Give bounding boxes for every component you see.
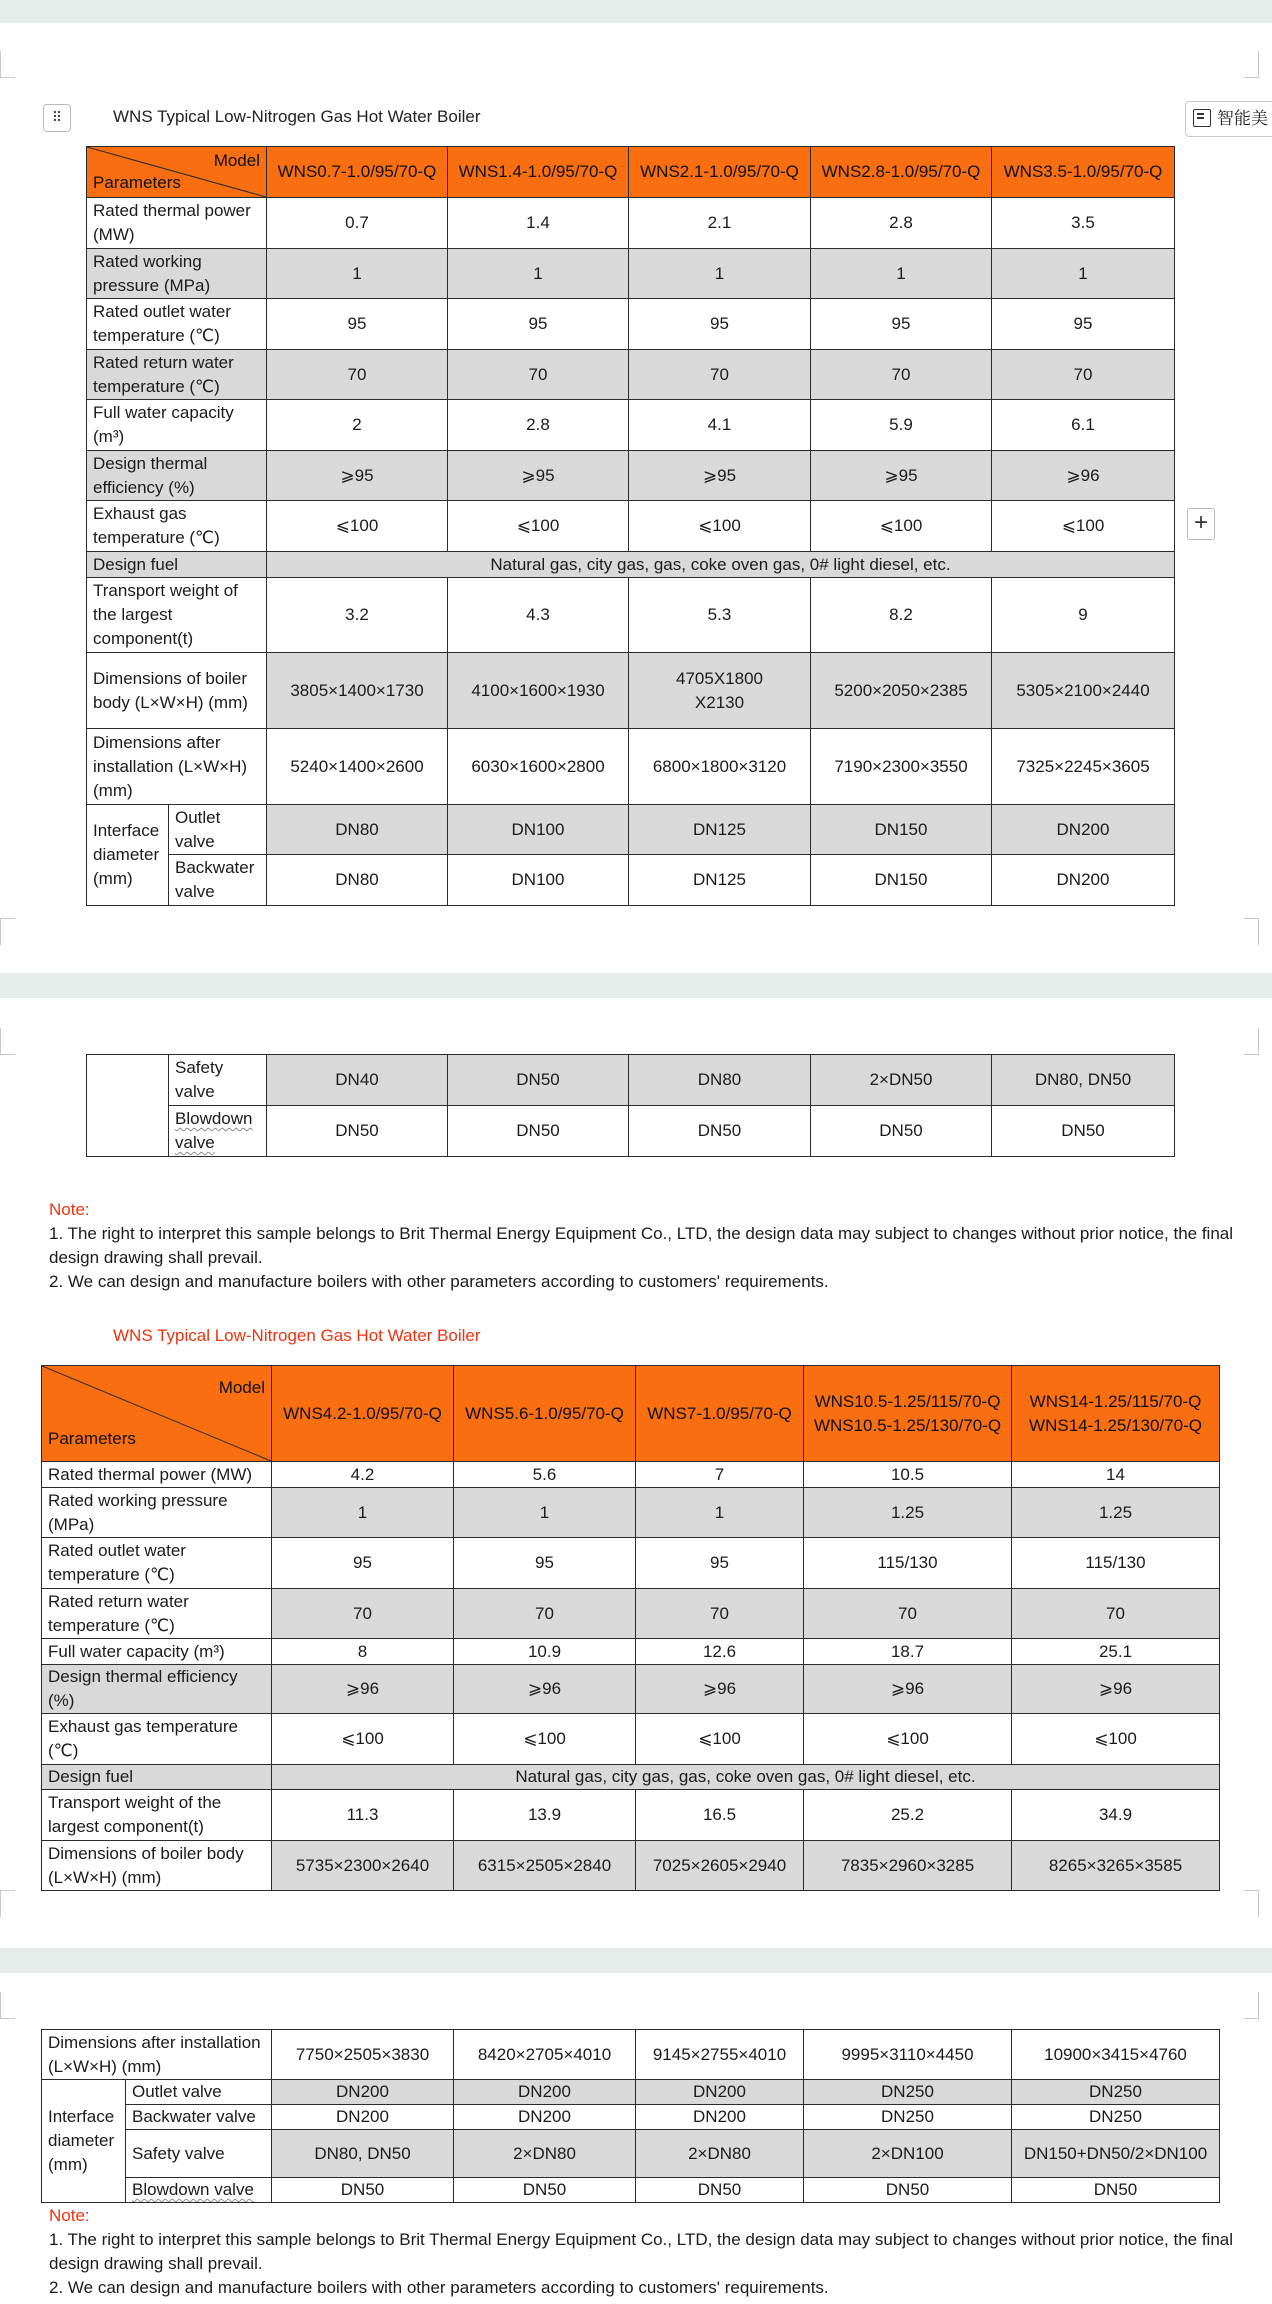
table-cell: ⩽100 (629, 501, 811, 552)
table-cell: 10900×3415×4760 (1012, 2030, 1220, 2080)
table-2-title: WNS Typical Low-Nitrogen Gas Hot Water Boiler (113, 1326, 481, 1345)
table-cell: DN150 (811, 855, 992, 906)
table-cell: 6800×1800×3120 (629, 729, 811, 805)
table-cell: DN150+DN50/2×DN100 (1012, 2130, 1220, 2178)
table-cell: 3805×1400×1730 (267, 653, 448, 729)
table-row (42, 1665, 1220, 1714)
param-label: Rated thermal power (MW) (42, 1462, 272, 1488)
table-cell: DN200 (454, 2105, 636, 2130)
table-cell: 95 (272, 1538, 454, 1589)
param-label: Transport weight of the largest component(t) (42, 1790, 272, 1841)
table-cell: DN250 (804, 2080, 1012, 2105)
table-cell: DN50 (448, 1055, 629, 1106)
param-label: Transport weight of the largest component(t) (87, 578, 267, 653)
param-label: Rated outlet water temperature (℃) (87, 299, 267, 350)
table-cell: 70 (804, 1589, 1012, 1639)
param-label: Dimensions of boiler body (L×W×H) (mm) (42, 1841, 272, 1891)
model-header: WNS14-1.25/115/70-Q WNS14-1.25/130/70-Q (1012, 1366, 1220, 1462)
model-header: WNS3.5-1.0/95/70-Q (992, 147, 1175, 198)
table-row (87, 451, 1175, 501)
table-cell: 4.1 (629, 400, 811, 451)
param-label: Exhaust gas temperature (℃) (87, 501, 267, 552)
table-cell: DN100 (448, 855, 629, 906)
table-cell: DN40 (267, 1055, 448, 1106)
table-cell: 2×DN100 (804, 2130, 1012, 2178)
table-cell: DN250 (1012, 2105, 1220, 2130)
crop-mark (0, 1890, 15, 1917)
interface-group-label: Interface diameter (mm) (87, 805, 169, 906)
table-cell: ⩽100 (1012, 1714, 1220, 1765)
note-item: 1. The right to interpret this sample belongs to Brit Thermal Energy Equipment Co., LTD, the design data may subject to changes without prior notice, the final design drawing shall prevail. (49, 1224, 1234, 1267)
table-cell: 70 (267, 350, 448, 400)
table-cell: 25.1 (1012, 1639, 1220, 1665)
table-cell: 70 (454, 1589, 636, 1639)
table-cell: ⩾96 (272, 1665, 454, 1714)
table-cell: 18.7 (804, 1639, 1012, 1665)
table-cell: 13.9 (454, 1790, 636, 1841)
table-row (42, 2178, 1220, 2203)
model-label: Model (213, 151, 260, 170)
table-cell: 14 (1012, 1462, 1220, 1488)
table-cell: ⩾96 (992, 451, 1175, 501)
table-cell: 5.9 (811, 400, 992, 451)
model-header: WNS0.7-1.0/95/70-Q (267, 147, 448, 198)
ai-beautify-button[interactable] (1185, 101, 1272, 137)
table-cell: ⩾96 (454, 1665, 636, 1714)
table-cell: 4100×1600×1930 (448, 653, 629, 729)
table-cell: 115/130 (804, 1538, 1012, 1589)
table-cell: DN80 (267, 855, 448, 906)
crop-mark (1244, 51, 1259, 78)
table-cell: ⩾95 (267, 451, 448, 501)
table-row (42, 1462, 1220, 1488)
note-label: Note: (49, 1200, 90, 1219)
boiler-spec-table-2 (41, 1365, 1220, 1891)
crop-mark (0, 918, 15, 945)
add-column-button[interactable]: + (1187, 508, 1215, 540)
table-cell: 5305×2100×2440 (992, 653, 1175, 729)
param-label: Rated thermal power (MW) (87, 198, 267, 249)
param-label: Dimensions of boiler body (L×W×H) (mm) (87, 653, 267, 729)
crop-mark (0, 51, 15, 78)
table-row (87, 1055, 1175, 1106)
note-block-1 (49, 1198, 1269, 1294)
table-cell: ⩾95 (629, 451, 811, 501)
crop-mark (0, 1992, 15, 2019)
table-cell: DN200 (992, 855, 1175, 906)
boiler-spec-table-1 (86, 146, 1175, 906)
table-cell: 2×DN80 (454, 2130, 636, 2178)
table-header-row (87, 147, 1175, 198)
table-cell: DN50 (267, 1106, 448, 1157)
crop-mark (1244, 1028, 1259, 1055)
param-label: Backwater valve (126, 2105, 272, 2130)
boiler-spec-table-2-continued (41, 2029, 1220, 2203)
note-item: 1. The right to interpret this sample belongs to Brit Thermal Energy Equipment Co., LTD, the design data may subject to changes without prior notice, the final design drawing shall prevail. (49, 2230, 1234, 2273)
table-cell: 8420×2705×4010 (454, 2030, 636, 2080)
table-row (42, 1538, 1220, 1589)
table-cell: 7025×2605×2940 (636, 1841, 804, 1891)
table-cell: 7325×2245×3605 (992, 729, 1175, 805)
table-row (42, 2130, 1220, 2178)
model-label: Model (218, 1378, 265, 1397)
table-row (87, 653, 1175, 729)
table-cell: ⩽100 (448, 501, 629, 552)
crop-mark (1244, 1890, 1259, 1917)
table-cell: ⩾95 (448, 451, 629, 501)
table-cell: 7 (636, 1462, 804, 1488)
table-cell: 5735×2300×2640 (272, 1841, 454, 1891)
table-cell: 70 (636, 1589, 804, 1639)
param-label: Safety valve (169, 1055, 267, 1106)
table-row (42, 2080, 1220, 2105)
table-cell: 5200×2050×2385 (811, 653, 992, 729)
table-cell: DN50 (448, 1106, 629, 1157)
table-cell: 1.25 (1012, 1488, 1220, 1538)
table-cell: 70 (272, 1589, 454, 1639)
table-cell: 4705X1800 X2130 (629, 653, 811, 729)
table-row (87, 501, 1175, 552)
table-cell: 1.4 (448, 198, 629, 249)
param-label: Design fuel (42, 1765, 272, 1790)
table-cell: DN50 (629, 1106, 811, 1157)
table-cell: DN200 (454, 2080, 636, 2105)
table-cell: DN200 (636, 2105, 804, 2130)
model-header: WNS2.1-1.0/95/70-Q (629, 147, 811, 198)
table-cell: 16.5 (636, 1790, 804, 1841)
table-cell: DN80 (267, 805, 448, 855)
table-cell: 4.2 (272, 1462, 454, 1488)
table-cell: 70 (448, 350, 629, 400)
param-label: Outlet valve (169, 805, 267, 855)
table-cell: 95 (636, 1538, 804, 1589)
interface-group-spacer (87, 1055, 169, 1157)
param-label: Safety valve (126, 2130, 272, 2178)
table-cell: 1 (448, 249, 629, 299)
crop-mark (1244, 918, 1259, 945)
table-cell: DN50 (1012, 2178, 1220, 2203)
param-label: Rated outlet water temperature (℃) (42, 1538, 272, 1589)
table-cell: 115/130 (1012, 1538, 1220, 1589)
table-header-row (42, 1366, 1220, 1462)
table-row (87, 198, 1175, 249)
table-cell: 2.8 (448, 400, 629, 451)
table-cell: 5240×1400×2600 (267, 729, 448, 805)
table-row (87, 350, 1175, 400)
table-cell: 12.6 (636, 1639, 804, 1665)
table-cell: 7750×2505×3830 (272, 2030, 454, 2080)
table-cell: 95 (629, 299, 811, 350)
table-cell: DN200 (636, 2080, 804, 2105)
table-cell: 95 (448, 299, 629, 350)
param-label: Full water capacity (m³) (87, 400, 267, 451)
table-row (87, 1106, 1175, 1157)
table-cell: 9995×3110×4450 (804, 2030, 1012, 2080)
table-cell: DN250 (804, 2105, 1012, 2130)
table-cell: 1 (629, 249, 811, 299)
merged-fuel-cell: Natural gas, city gas, gas, coke oven gas, 0# light diesel, etc. (272, 1765, 1220, 1790)
table-cell: 70 (811, 350, 992, 400)
table-row (42, 1841, 1220, 1891)
table-cell: DN50 (804, 2178, 1012, 2203)
param-label: Rated return water temperature (℃) (87, 350, 267, 400)
table-cell: 1 (992, 249, 1175, 299)
table-cell: 1 (272, 1488, 454, 1538)
table-cell: 9 (992, 578, 1175, 653)
param-label: Dimensions after installation (L×W×H) (mm) (42, 2030, 272, 2080)
table-cell: DN80, DN50 (272, 2130, 454, 2178)
parameters-label: Parameters (93, 173, 181, 192)
note-label: Note: (49, 2206, 90, 2225)
table-cell: 95 (992, 299, 1175, 350)
model-header: WNS5.6-1.0/95/70-Q (454, 1366, 636, 1462)
table-cell: 2×DN50 (811, 1055, 992, 1106)
table-cell: ⩾96 (1012, 1665, 1220, 1714)
table-cell: 10.5 (804, 1462, 1012, 1488)
table-row (42, 2105, 1220, 2130)
table-cell: 1.25 (804, 1488, 1012, 1538)
table-cell: 70 (992, 350, 1175, 400)
table-cell: 2 (267, 400, 448, 451)
table-row (87, 805, 1175, 855)
table-cell: 1 (636, 1488, 804, 1538)
table-cell: 8265×3265×3585 (1012, 1841, 1220, 1891)
table-cell: 70 (629, 350, 811, 400)
param-label: Exhaust gas temperature (℃) (42, 1714, 272, 1765)
param-label: Full water capacity (m³) (42, 1639, 272, 1665)
table-row (87, 400, 1175, 451)
table-cell: 8 (272, 1639, 454, 1665)
table-row (42, 1589, 1220, 1639)
boiler-spec-table-1-continued (86, 1054, 1175, 1157)
table-cell: 3.2 (267, 578, 448, 653)
table-cell: DN80, DN50 (992, 1055, 1175, 1106)
param-label: Blowdown valve (169, 1106, 267, 1157)
table-cell: 9145×2755×4010 (636, 2030, 804, 2080)
table-cell: DN200 (992, 805, 1175, 855)
table-cell: DN150 (811, 805, 992, 855)
table-row (87, 855, 1175, 906)
param-label: Design fuel (87, 552, 267, 578)
table-row (42, 1639, 1220, 1665)
table-cell: DN50 (992, 1106, 1175, 1157)
param-label: Outlet valve (126, 2080, 272, 2105)
note-block-2 (49, 2204, 1269, 2300)
interface-group-label: Interface diameter (mm) (42, 2080, 126, 2203)
parameters-label: Parameters (48, 1429, 136, 1448)
table-cell: 8.2 (811, 578, 992, 653)
model-header: WNS10.5-1.25/115/70-Q WNS10.5-1.25/130/70-Q (804, 1366, 1012, 1462)
table-cell: 95 (811, 299, 992, 350)
table-cell: 4.3 (448, 578, 629, 653)
table-cell: DN50 (811, 1106, 992, 1157)
model-header: WNS1.4-1.0/95/70-Q (448, 147, 629, 198)
table-cell: ⩽100 (804, 1714, 1012, 1765)
param-label: Rated return water temperature (℃) (42, 1589, 272, 1639)
table-cell: DN125 (629, 855, 811, 906)
table-drag-handle-icon[interactable]: ⠿ (43, 104, 71, 132)
table-cell: 6030×1600×2800 (448, 729, 629, 805)
table-1-title: WNS Typical Low-Nitrogen Gas Hot Water Boiler (113, 107, 481, 126)
param-label: Rated working pressure (MPa) (42, 1488, 272, 1538)
model-header: WNS7-1.0/95/70-Q (636, 1366, 804, 1462)
param-label: Design thermal efficiency (%) (42, 1665, 272, 1714)
crop-mark (1244, 1992, 1259, 2019)
table-cell: ⩽100 (267, 501, 448, 552)
table-cell: 6315×2505×2840 (454, 1841, 636, 1891)
param-label: Rated working pressure (MPa) (87, 249, 267, 299)
table-cell: ⩽100 (636, 1714, 804, 1765)
table-cell: 1 (811, 249, 992, 299)
table-cell: ⩽100 (454, 1714, 636, 1765)
table-cell: 2.8 (811, 198, 992, 249)
crop-mark (0, 1028, 15, 1055)
table-cell: 11.3 (272, 1790, 454, 1841)
model-header: WNS4.2-1.0/95/70-Q (272, 1366, 454, 1462)
table-cell: 7835×2960×3285 (804, 1841, 1012, 1891)
table-cell: 5.6 (454, 1462, 636, 1488)
param-label: Dimensions after installation (L×W×H) (mm) (87, 729, 267, 805)
table-row (42, 1488, 1220, 1538)
table-cell: DN100 (448, 805, 629, 855)
table-cell: 1 (267, 249, 448, 299)
table-cell: ⩽100 (272, 1714, 454, 1765)
table-cell: ⩾95 (811, 451, 992, 501)
table-cell: 6.1 (992, 400, 1175, 451)
table-cell: DN50 (454, 2178, 636, 2203)
header-diagonal-cell (42, 1366, 272, 1462)
merged-fuel-cell: Natural gas, city gas, gas, coke oven gas, 0# light diesel, etc. (267, 552, 1175, 578)
table-row (42, 2030, 1220, 2080)
table-cell: DN50 (636, 2178, 804, 2203)
table-cell: DN50 (272, 2178, 454, 2203)
table-cell: 70 (1012, 1589, 1220, 1639)
table-cell: 3.5 (992, 198, 1175, 249)
table-cell: 2×DN80 (636, 2130, 804, 2178)
model-header: WNS2.8-1.0/95/70-Q (811, 147, 992, 198)
ai-beautify-label: 智能美 (1217, 109, 1268, 128)
table-cell: ⩽100 (992, 501, 1175, 552)
param-label: Blowdown valve (126, 2178, 272, 2203)
table-row (87, 552, 1175, 578)
table-row (87, 249, 1175, 299)
table-cell: DN250 (1012, 2080, 1220, 2105)
table-row (87, 578, 1175, 653)
table-cell: ⩽100 (811, 501, 992, 552)
table-cell: 10.9 (454, 1639, 636, 1665)
table-row (42, 1714, 1220, 1765)
table-row (87, 299, 1175, 350)
table-row (87, 729, 1175, 805)
note-item: 2. We can design and manufacture boilers with other parameters according to customers' requirements. (49, 1272, 829, 1291)
table-cell: 34.9 (1012, 1790, 1220, 1841)
table-cell: 7190×2300×3550 (811, 729, 992, 805)
table-cell: 2.1 (629, 198, 811, 249)
table-cell: 25.2 (804, 1790, 1012, 1841)
param-label: Backwater valve (169, 855, 267, 906)
table-cell: DN80 (629, 1055, 811, 1106)
table-cell: DN200 (272, 2080, 454, 2105)
table-cell: DN125 (629, 805, 811, 855)
table-row (42, 1765, 1220, 1790)
table-cell: DN200 (272, 2105, 454, 2130)
table-cell: ⩾96 (804, 1665, 1012, 1714)
table-row (42, 1790, 1220, 1841)
table-cell: 95 (454, 1538, 636, 1589)
param-label: Design thermal efficiency (%) (87, 451, 267, 501)
note-item: 2. We can design and manufacture boilers with other parameters according to customers' requirements. (49, 2278, 829, 2297)
table-cell: 1 (454, 1488, 636, 1538)
table-cell: ⩾96 (636, 1665, 804, 1714)
table-cell: 5.3 (629, 578, 811, 653)
table-cell: 0.7 (267, 198, 448, 249)
header-diagonal-cell (87, 147, 267, 198)
table-format-icon (1193, 109, 1211, 127)
table-cell: 95 (267, 299, 448, 350)
